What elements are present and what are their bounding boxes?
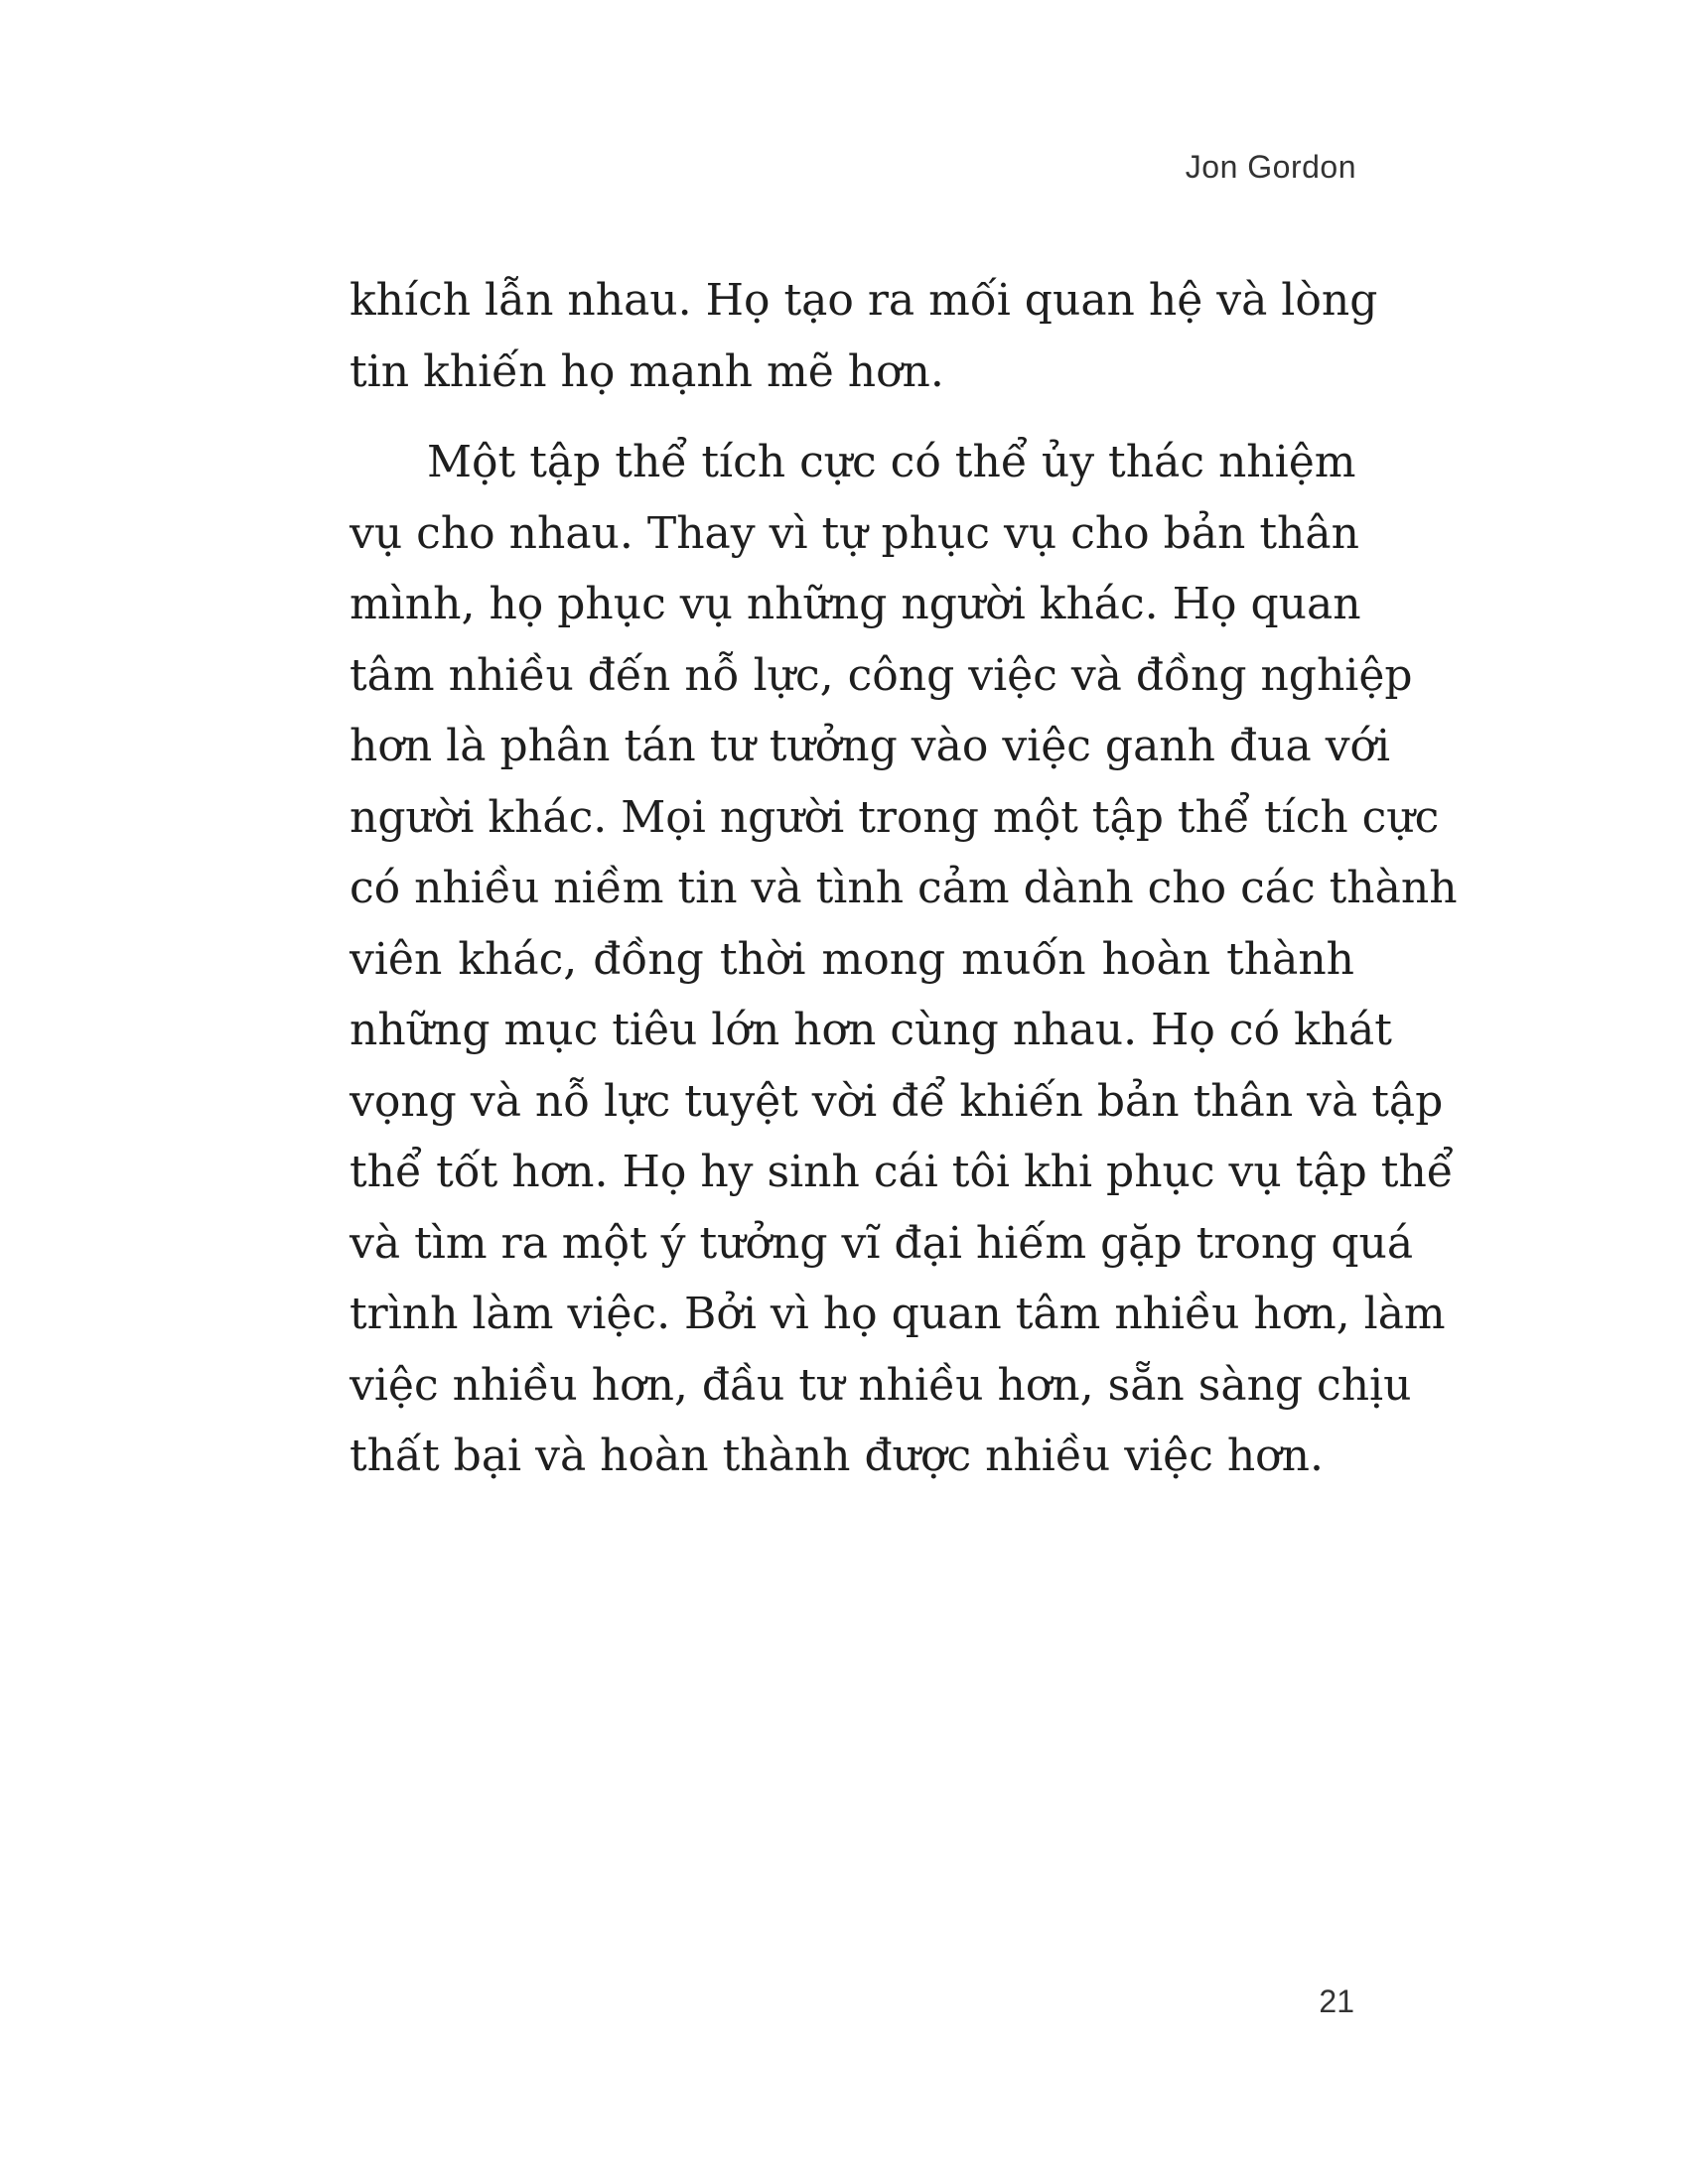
paragraph-2 bbox=[350, 427, 1458, 1492]
text-line: việc nhiều hơn, đầu tư nhiều hơn, sẵn sàng chịu bbox=[350, 1359, 1412, 1411]
text-line: người khác. Mọi người trong một tập thể tích cực bbox=[350, 791, 1440, 843]
text-line: viên khác, đồng thời mong muốn hoàn thành bbox=[350, 933, 1354, 985]
text-line: tâm nhiều đến nỗ lực, công việc và đồng nghiệp bbox=[350, 649, 1413, 701]
text-line: tin khiến họ mạnh mẽ hơn. bbox=[350, 345, 944, 397]
text-line: hơn là phân tán tư tưởng vào việc ganh đua với bbox=[350, 721, 1391, 771]
text-line: thất bại và hoàn thành được nhiều việc hơn. bbox=[350, 1431, 1324, 1481]
text-line: trình làm việc. Bởi vì họ quan tâm nhiều hơn, làm bbox=[350, 1289, 1446, 1339]
paragraph-1 bbox=[350, 265, 1378, 407]
text-line: thể tốt hơn. Họ hy sinh cái tôi khi phục vụ tập thể bbox=[350, 1147, 1454, 1197]
text-line: vọng và nỗ lực tuyệt vời để khiến bản thân và tập bbox=[350, 1075, 1444, 1127]
text-line: những mục tiêu lớn hơn cùng nhau. Họ có khát bbox=[350, 1005, 1392, 1055]
text-line: vụ cho nhau. Thay vì tự phục vụ cho bản thân bbox=[350, 507, 1359, 559]
page-number: 21 bbox=[1319, 1983, 1354, 2019]
text-line: khích lẫn nhau. Họ tạo ra mối quan hệ và lòng bbox=[350, 275, 1378, 326]
running-head-author: Jon Gordon bbox=[1185, 149, 1356, 185]
body-text bbox=[350, 265, 1458, 1492]
text-line: Một tập thể tích cực có thể ủy thác nhiệm bbox=[427, 437, 1356, 487]
paragraph-spacer bbox=[350, 407, 1354, 427]
text-line: mình, họ phục vụ những người khác. Họ quan bbox=[350, 579, 1361, 629]
text-line: có nhiều niềm tin và tình cảm dành cho các thành bbox=[350, 863, 1458, 913]
text-line: và tìm ra một ý tưởng vĩ đại hiếm gặp trong quá bbox=[350, 1217, 1414, 1269]
